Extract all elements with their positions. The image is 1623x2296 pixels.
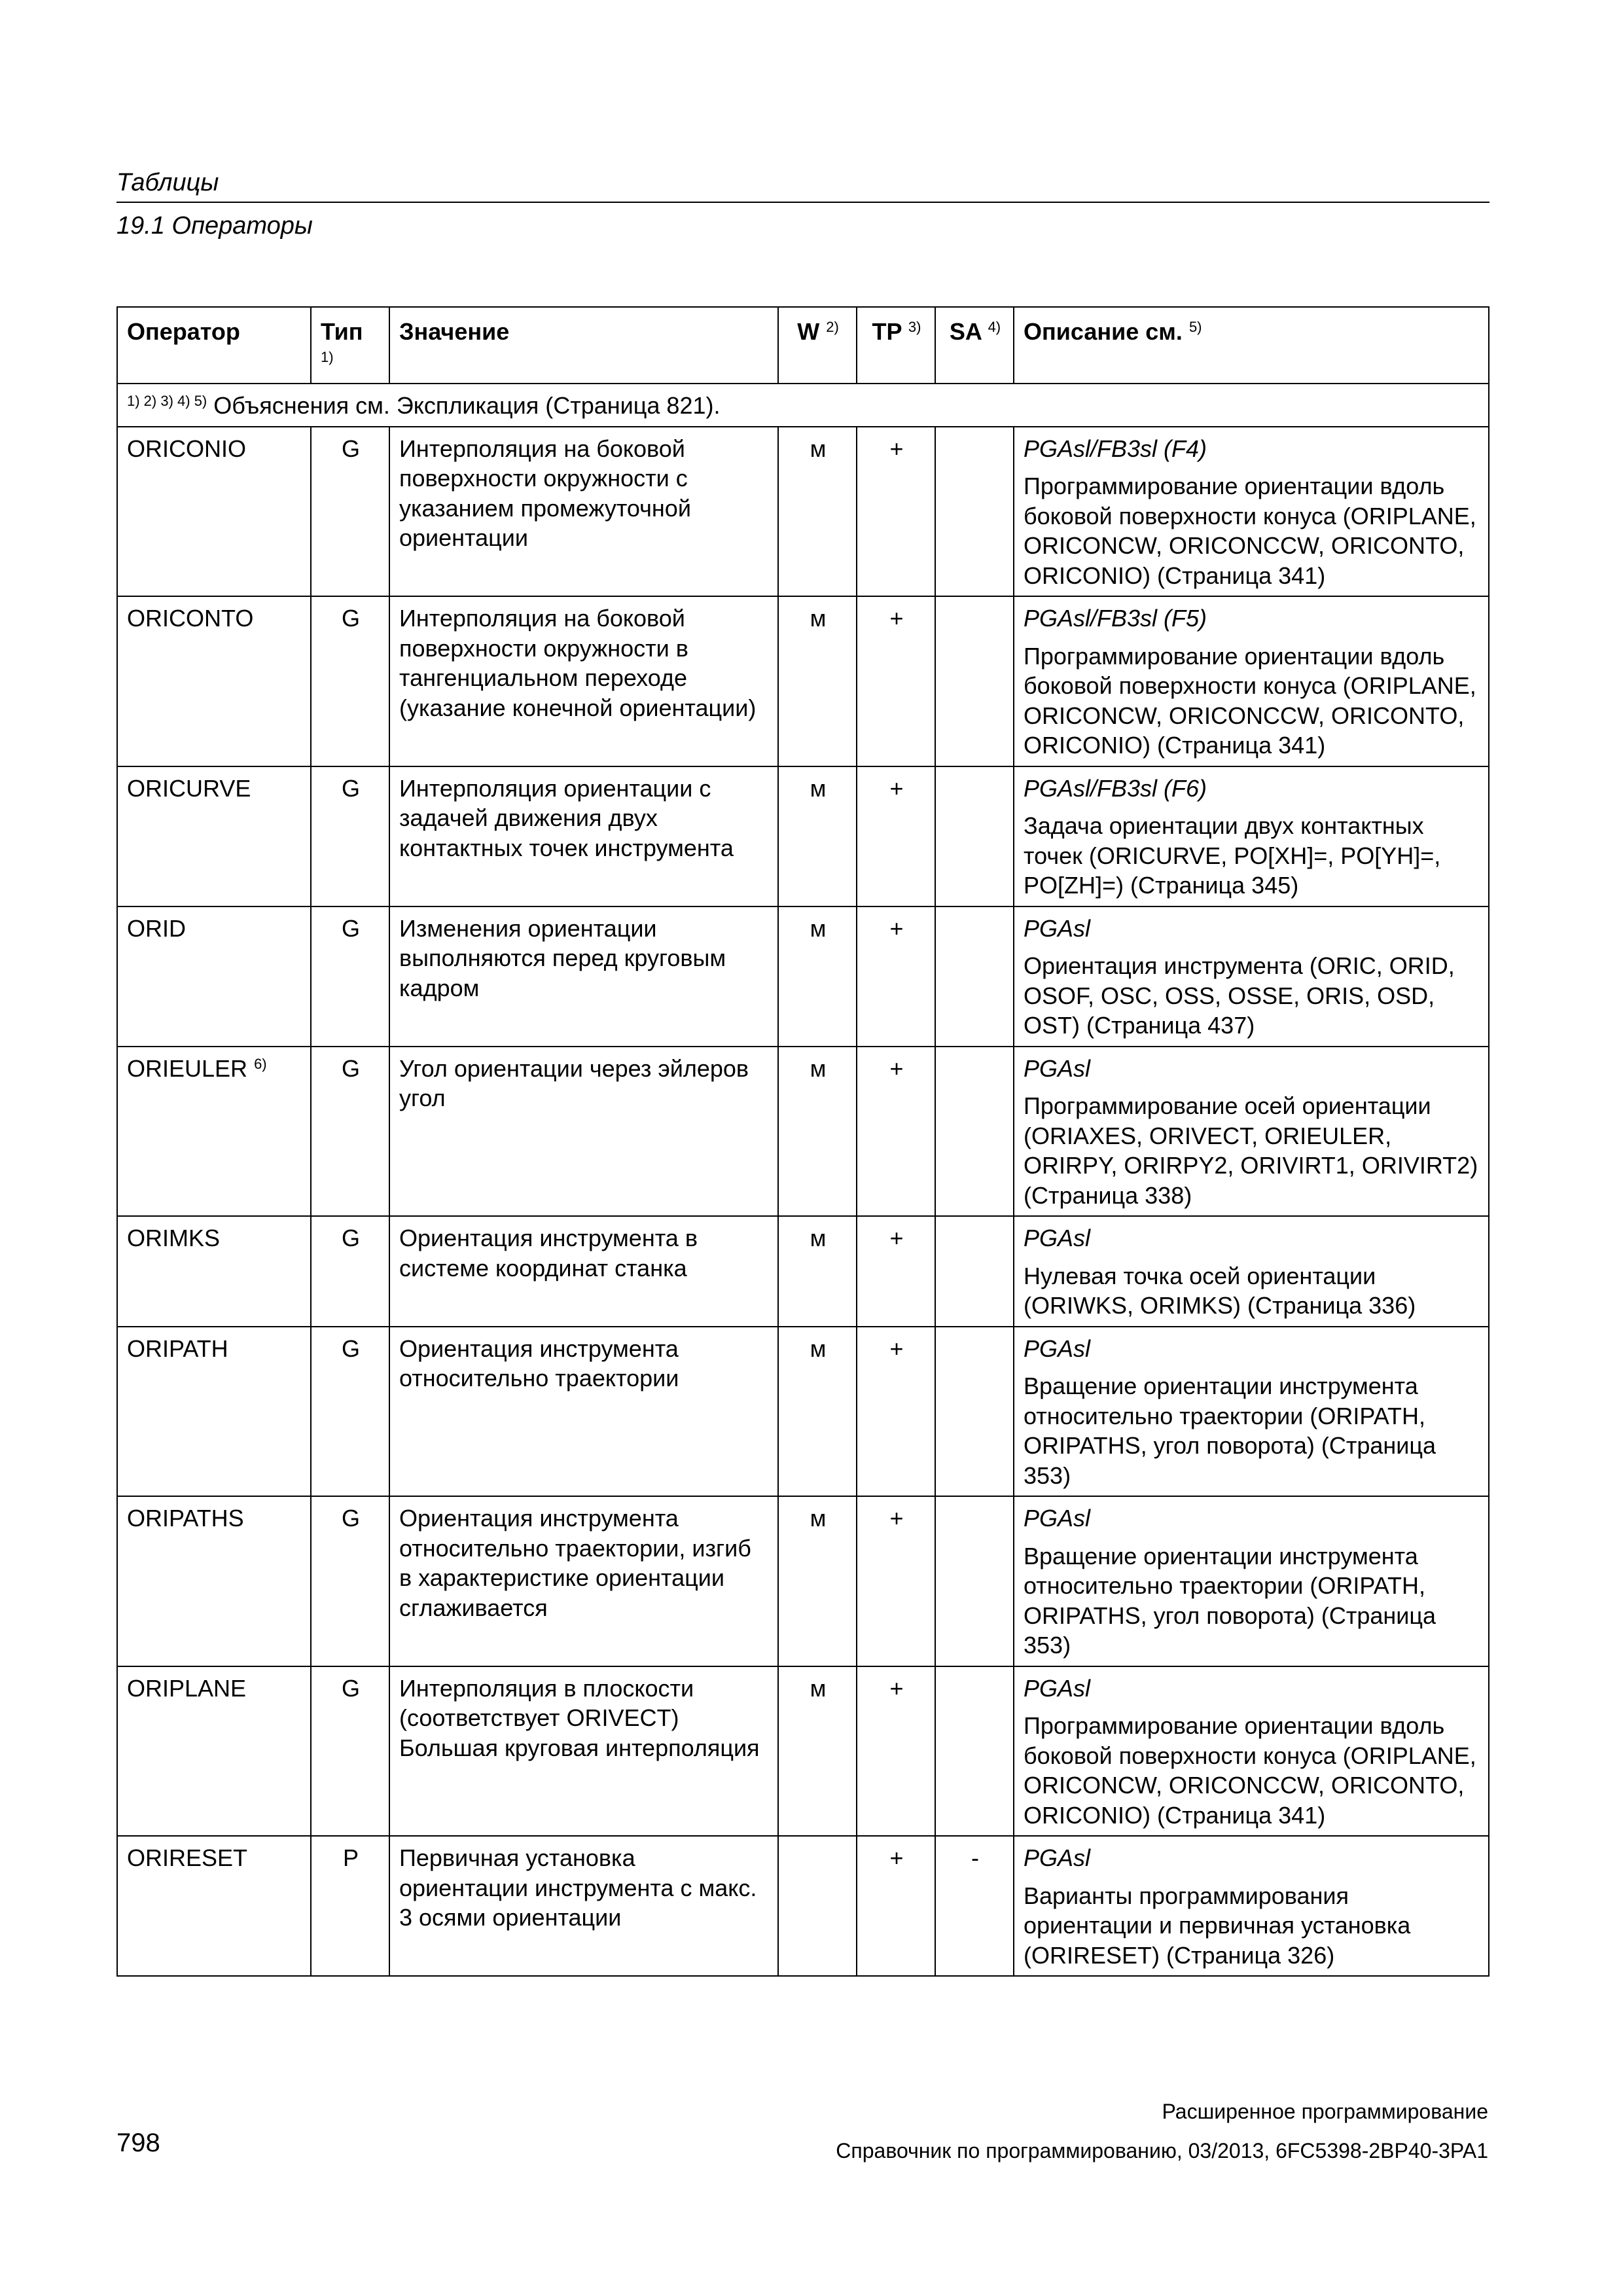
col-header-tp: TP $^{3)}$ bbox=[857, 307, 935, 384]
operator-name: ORIMKS bbox=[127, 1225, 221, 1251]
cell-tp: + bbox=[857, 427, 935, 597]
col-header-type: Тип $^{1)}$ bbox=[311, 307, 389, 384]
cell-w: м bbox=[778, 1047, 857, 1217]
cell-type: G bbox=[311, 1047, 389, 1217]
table-row bbox=[117, 1216, 1489, 1327]
table-row bbox=[117, 427, 1489, 597]
cell-type: G bbox=[311, 1666, 389, 1837]
description-text: Программирование ориентации вдоль боковой поверхности конуса (ORIPLANE, ORICONCW, ORICONCCW, ORICONTO, ORICONIO) (Страница 341) bbox=[1024, 642, 1476, 759]
cell-type: G bbox=[311, 766, 389, 906]
cell-w: м bbox=[778, 1666, 857, 1837]
cell-type: G bbox=[311, 1496, 389, 1666]
col-header-sa: SA $^{4)}$ bbox=[935, 307, 1014, 384]
operator-name: ORIPATH bbox=[127, 1335, 228, 1362]
cell-meaning: Ориентация инструмента в системе координат станка bbox=[389, 1216, 778, 1327]
description-text: Программирование ориентации вдоль боковой поверхности конуса (ORIPLANE, ORICONCW, ORICONCCW, ORICONTO, ORICONIO) (Страница 341) bbox=[1024, 473, 1476, 589]
cell-type: G bbox=[311, 1216, 389, 1327]
table-row bbox=[117, 1666, 1489, 1837]
cell-tp: + bbox=[857, 1496, 935, 1666]
cell-description bbox=[1014, 1216, 1489, 1327]
cell-sa bbox=[935, 427, 1014, 597]
description-text: Вращение ориентации инструмента относительно траектории (ORIPATH, ORIPATHS, угол поворота) (Страница 353) bbox=[1024, 1372, 1436, 1489]
description-text: Нулевая точка осей ориентации (ORIWKS, ORIMKS) (Страница 336) bbox=[1024, 1262, 1416, 1319]
table-row bbox=[117, 596, 1489, 766]
cell-meaning: Интерполяция на боковой поверхности окружности с указанием промежуточной ориентации bbox=[389, 427, 778, 597]
description-text: Программирование осей ориентации (ORIAXES, ORIVECT, ORIEULER, ORIRPY, ORIRPY2, ORIVIRT1, ORIVIRT2) (Страница 338) bbox=[1024, 1092, 1478, 1209]
cell-tp: + bbox=[857, 1666, 935, 1837]
cell-description bbox=[1014, 1496, 1489, 1666]
operator-name: ORIRESET bbox=[127, 1844, 248, 1871]
explanation-row bbox=[117, 384, 1489, 427]
footer-reference: Справочник по программированию, 03/2013, 6FC5398-2BP40-3PA1 bbox=[836, 2139, 1488, 2162]
operator-name: ORICONTO bbox=[127, 605, 254, 632]
cell-w bbox=[778, 1836, 857, 1976]
cell-w: м bbox=[778, 596, 857, 766]
page-header bbox=[116, 164, 1489, 245]
cell-operator bbox=[117, 766, 311, 906]
cell-tp: + bbox=[857, 596, 935, 766]
table-row bbox=[117, 1047, 1489, 1217]
cell-meaning: Ориентация инструмента относительно траектории bbox=[389, 1327, 778, 1497]
cell-operator bbox=[117, 427, 311, 597]
description-text: Программирование ориентации вдоль боковой поверхности конуса (ORIPLANE, ORICONCW, ORICONCCW, ORICONTO, ORICONIO) (Страница 341) bbox=[1024, 1712, 1476, 1829]
source-reference: PGAsl bbox=[1024, 1674, 1091, 1702]
chapter-title: Таблицы bbox=[116, 169, 219, 196]
operator-footnote: 6) bbox=[254, 1055, 267, 1072]
table-row bbox=[117, 1496, 1489, 1666]
cell-sa bbox=[935, 766, 1014, 906]
source-reference: PGAsl bbox=[1024, 1225, 1091, 1251]
cell-description bbox=[1014, 766, 1489, 906]
cell-type: G bbox=[311, 596, 389, 766]
cell-type: G bbox=[311, 427, 389, 597]
table-row bbox=[117, 1836, 1489, 1976]
source-reference: PGAsl/FB3sl (F4) bbox=[1024, 435, 1207, 462]
cell-w: м bbox=[778, 766, 857, 906]
cell-w: м bbox=[778, 1216, 857, 1327]
cell-meaning: Угол ориентации через эйлеров угол bbox=[389, 1047, 778, 1217]
cell-tp: + bbox=[857, 906, 935, 1047]
cell-description bbox=[1014, 1047, 1489, 1217]
operator-name: ORIPLANE bbox=[127, 1674, 247, 1702]
cell-type: G bbox=[311, 906, 389, 1047]
col-header-operator: Оператор bbox=[117, 307, 311, 384]
cell-description bbox=[1014, 596, 1489, 766]
source-reference: PGAsl bbox=[1024, 1335, 1091, 1362]
cell-meaning: Первичная установка ориентации инструмента с макс. 3 осями ориентации bbox=[389, 1836, 778, 1976]
cell-w: м bbox=[778, 906, 857, 1047]
cell-meaning: Интерполяция на боковой поверхности окружности в тангенциальном переходе (указание конечной ориентации) bbox=[389, 596, 778, 766]
cell-sa: - bbox=[935, 1836, 1014, 1976]
cell-description bbox=[1014, 1666, 1489, 1837]
section-title: 19.1 Операторы bbox=[116, 212, 313, 240]
col-header-meaning: Значение bbox=[389, 307, 778, 384]
cell-tp: + bbox=[857, 766, 935, 906]
cell-tp: + bbox=[857, 1327, 935, 1497]
col-header-description: Описание см. $^{5)}$ bbox=[1014, 307, 1489, 384]
cell-meaning: Ориентация инструмента относительно траектории, изгиб в характеристике ориентации сглаживается bbox=[389, 1496, 778, 1666]
cell-meaning: Интерполяция ориентации с задачей движения двух контактных точек инструмента bbox=[389, 766, 778, 906]
cell-sa bbox=[935, 1666, 1014, 1837]
description-text: Ориентация инструмента (ORIC, ORID, OSOF, OSC, OSS, OSSE, ORIS, OSD, OST) (Страница 437) bbox=[1024, 952, 1455, 1039]
cell-w: м bbox=[778, 1327, 857, 1497]
explanation-note: $^{1) 2) 3) 4) 5)}$ Объяснения см. Экспликация (Страница 821). bbox=[117, 384, 1489, 427]
cell-operator bbox=[117, 1216, 311, 1327]
cell-w: м bbox=[778, 427, 857, 597]
cell-sa bbox=[935, 1327, 1014, 1497]
cell-w: м bbox=[778, 1496, 857, 1666]
footer-manual-title: Расширенное программирование bbox=[1162, 2100, 1488, 2123]
operator-name: ORICONIO bbox=[127, 435, 247, 462]
table-header-row bbox=[117, 307, 1489, 384]
source-reference: PGAsl bbox=[1024, 1505, 1091, 1532]
operators-table bbox=[116, 306, 1489, 1977]
cell-operator bbox=[117, 1666, 311, 1837]
operator-name: ORICURVE bbox=[127, 774, 251, 802]
description-text: Задача ориентации двух контактных точек (ORICURVE, PO[XH]=, PO[YH]=, PO[ZH]=) (Страница 345) bbox=[1024, 812, 1441, 899]
cell-description bbox=[1014, 427, 1489, 597]
source-reference: PGAsl/FB3sl (F6) bbox=[1024, 774, 1207, 802]
cell-description bbox=[1014, 906, 1489, 1047]
col-header-w: W $^{2)}$ bbox=[778, 307, 857, 384]
cell-tp: + bbox=[857, 1216, 935, 1327]
cell-sa bbox=[935, 1047, 1014, 1217]
description-text: Вращение ориентации инструмента относительно траектории (ORIPATH, ORIPATHS, угол поворота) (Страница 353) bbox=[1024, 1542, 1436, 1659]
cell-tp: + bbox=[857, 1836, 935, 1976]
source-reference: PGAsl bbox=[1024, 1844, 1091, 1871]
cell-operator bbox=[117, 1836, 311, 1976]
cell-description bbox=[1014, 1327, 1489, 1497]
header-divider bbox=[116, 202, 1489, 203]
cell-operator bbox=[117, 1047, 311, 1217]
cell-sa bbox=[935, 1216, 1014, 1327]
table-row bbox=[117, 766, 1489, 906]
page-number: 798 bbox=[116, 2128, 160, 2157]
table-row bbox=[117, 906, 1489, 1047]
table-row bbox=[117, 1327, 1489, 1497]
cell-meaning: Изменения ориентации выполняются перед круговым кадром bbox=[389, 906, 778, 1047]
source-reference: PGAsl bbox=[1024, 914, 1091, 942]
cell-sa bbox=[935, 596, 1014, 766]
source-reference: PGAsl bbox=[1024, 1054, 1091, 1082]
cell-sa bbox=[935, 1496, 1014, 1666]
cell-description bbox=[1014, 1836, 1489, 1976]
cell-sa bbox=[935, 906, 1014, 1047]
cell-type: P bbox=[311, 1836, 389, 1976]
source-reference: PGAsl/FB3sl (F5) bbox=[1024, 605, 1207, 632]
operator-name: ORIPATHS bbox=[127, 1505, 244, 1532]
cell-type: G bbox=[311, 1327, 389, 1497]
operator-name: ORIEULER bbox=[127, 1054, 248, 1082]
operator-name: ORID bbox=[127, 914, 186, 942]
cell-operator bbox=[117, 1496, 311, 1666]
cell-tp: + bbox=[857, 1047, 935, 1217]
cell-meaning: Интерполяция в плоскости (соответствует ORIVECT) Большая круговая интерполяция bbox=[389, 1666, 778, 1837]
cell-operator bbox=[117, 596, 311, 766]
description-text: Варианты программирования ориентации и первичная установка (ORIRESET) (Страница 326) bbox=[1024, 1882, 1411, 1969]
cell-operator bbox=[117, 1327, 311, 1497]
cell-operator bbox=[117, 906, 311, 1047]
